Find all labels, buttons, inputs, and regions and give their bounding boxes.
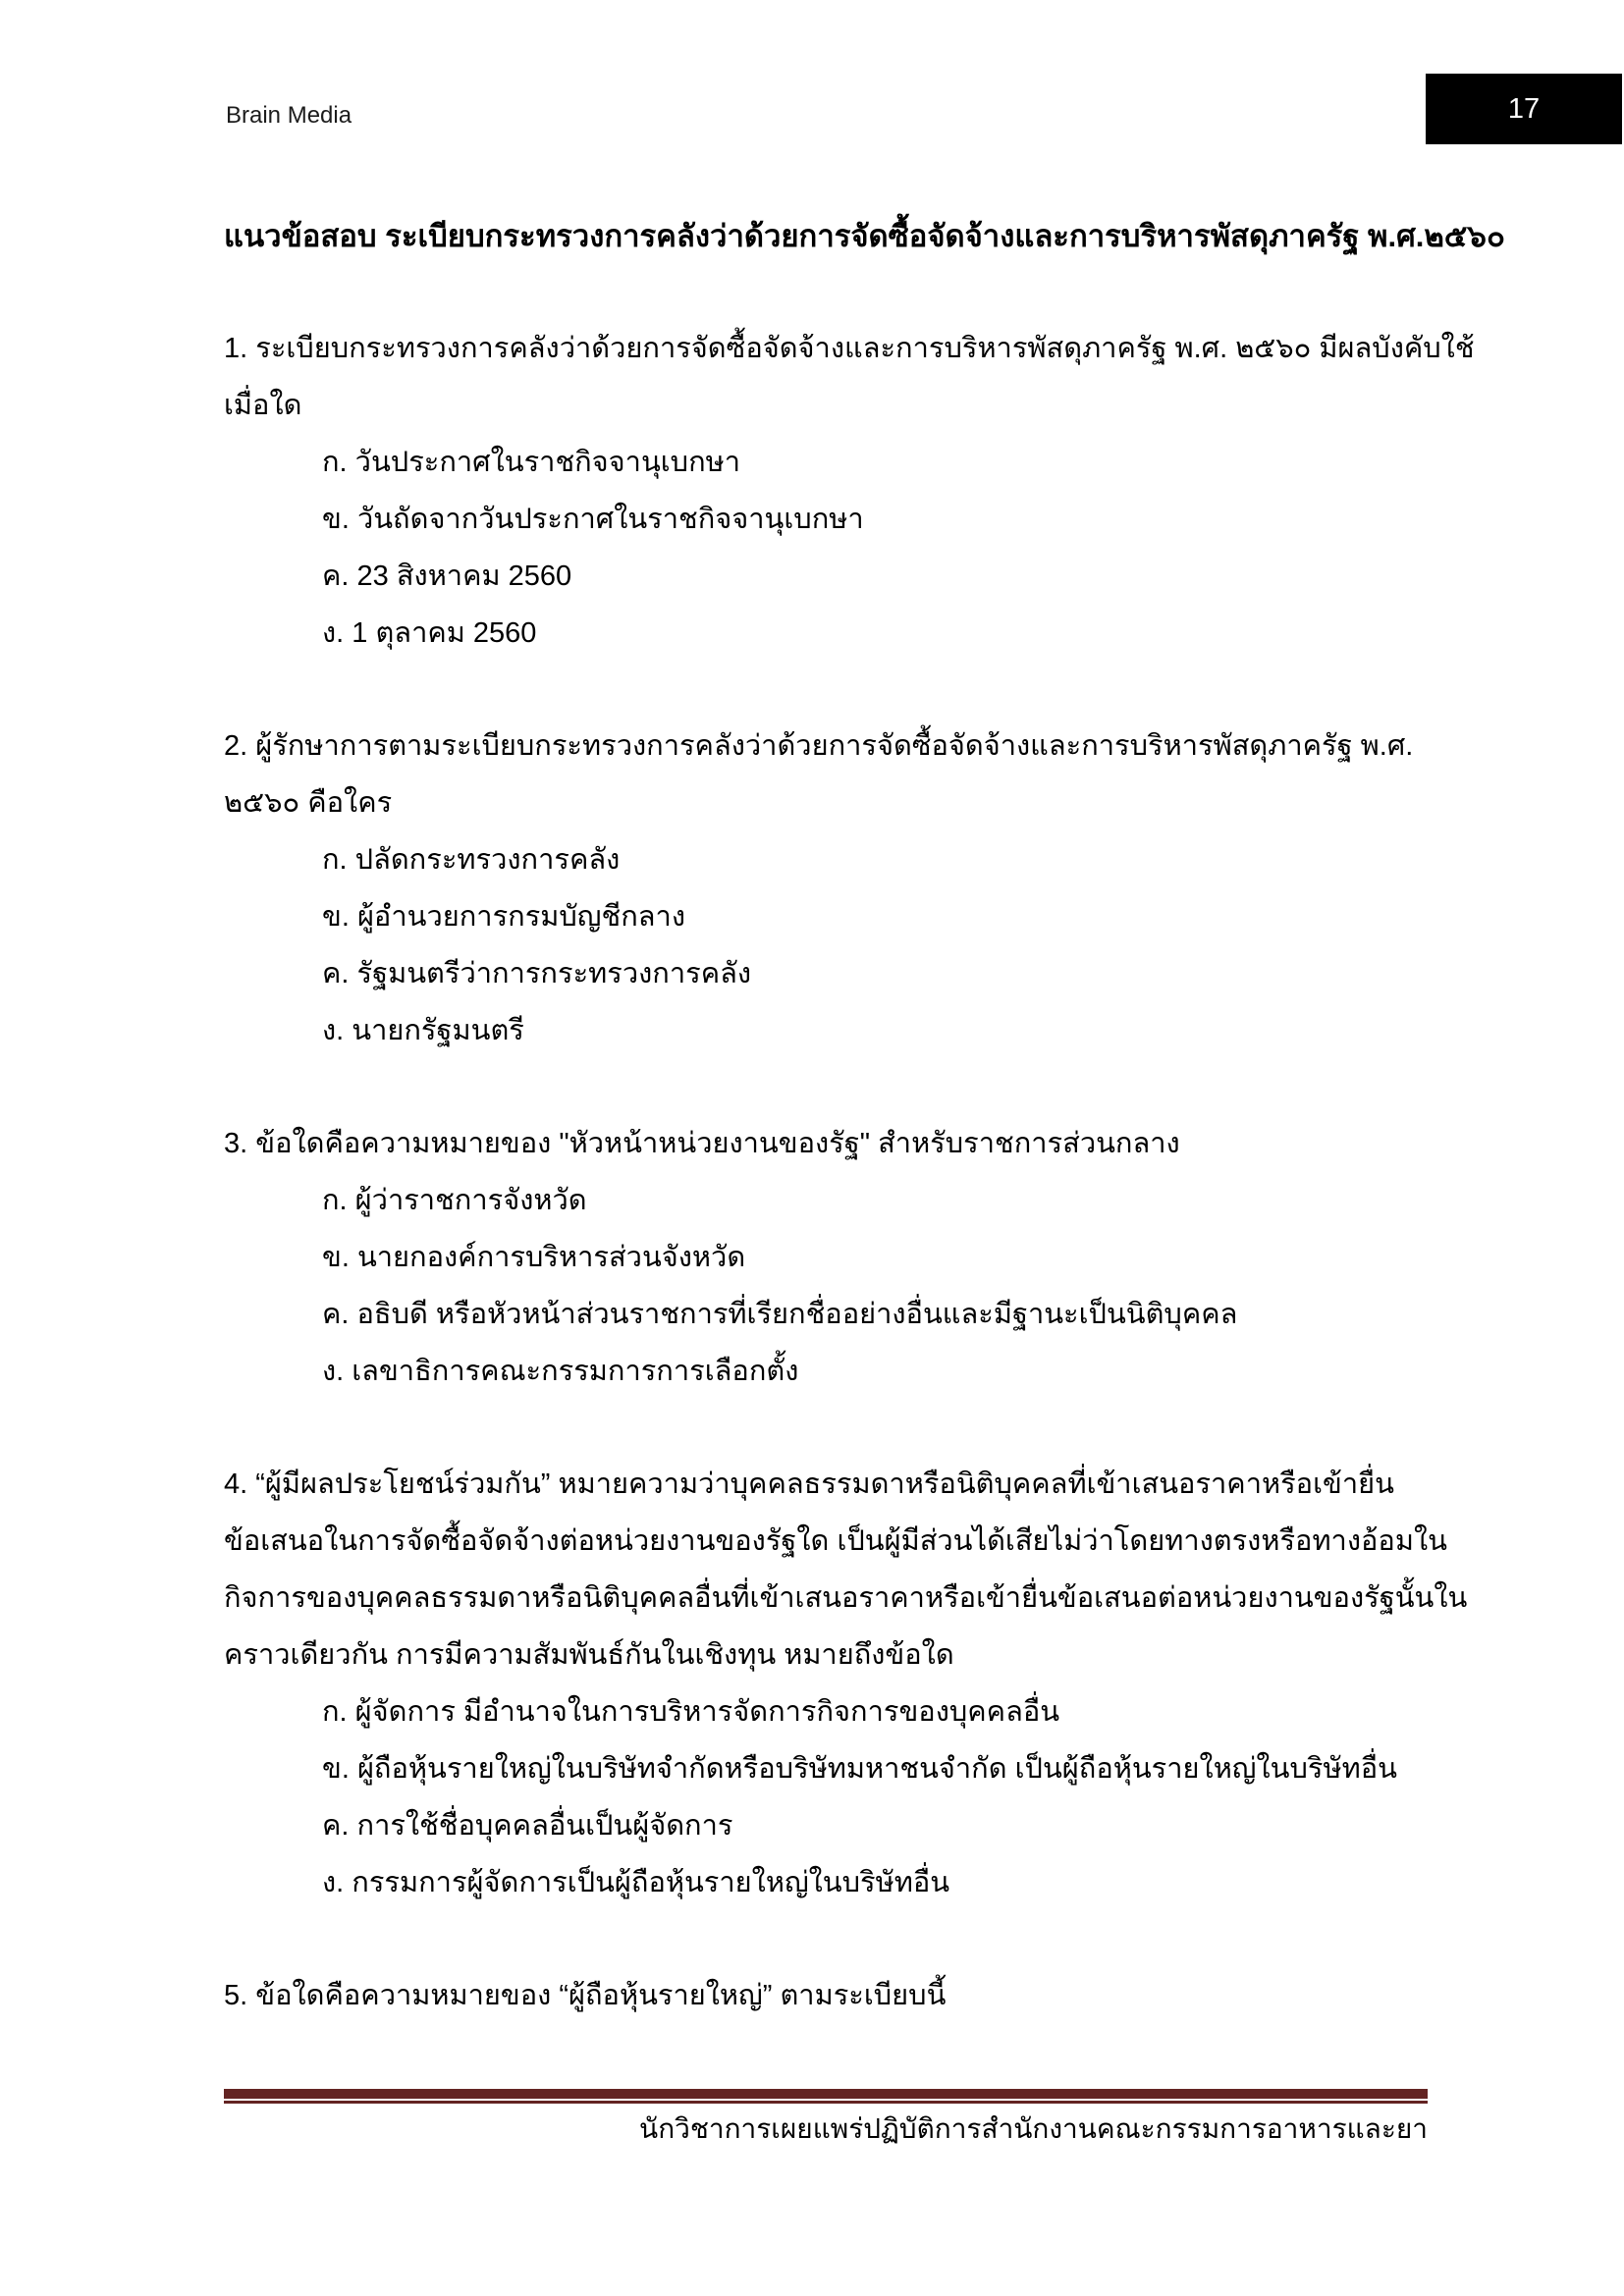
footer-rule-thin	[224, 2101, 1428, 2104]
question-2	[224, 718, 1516, 1059]
option-item: ง. นายกรัฐมนตรี	[322, 1015, 524, 1046]
question-text-line: กิจการของบุคคลธรรมดาหรือนิติบุคคลอื่นที่เข้าเสนอราคาหรือเข้ายื่นข้อเสนอต่อหน่วยงานของรัฐนั้นใน	[224, 1582, 1468, 1614]
option-item: ง. เลขาธิการคณะกรรมการการเลือกตั้ง	[322, 1356, 799, 1387]
option-item: ข. ผู้อำนวยการกรมบัญชีกลาง	[322, 901, 685, 933]
page-number: 17	[1507, 92, 1541, 125]
question-text-line: 3. ข้อใดคือความหมายของ "หัวหน้าหน่วยงานของรัฐ" สำหรับราชการส่วนกลาง	[224, 1128, 1180, 1159]
option-item: ข. นายกองค์การบริหารส่วนจังหวัด	[322, 1242, 746, 1273]
option-item: ค. อธิบดี หรือหัวหน้าส่วนราชการที่เรียกชื่ออย่างอื่นและมีฐานะเป็นนิติบุคคล	[322, 1299, 1238, 1330]
question-5	[224, 1967, 1516, 2024]
question-text-line: 2. ผู้รักษาการตามระเบียบกระทรวงการคลังว่าด้วยการจัดซื้อจัดจ้างและการบริหารพัสดุภาครัฐ พ.ศ.	[224, 730, 1414, 762]
question-text-line: 5. ข้อใดคือความหมายของ “ผู้ถือหุ้นรายใหญ่” ตามระเบียบนี้	[224, 1980, 947, 2011]
option-item: ก. ผู้ว่าราชการจังหวัด	[322, 1185, 587, 1216]
question-3	[224, 1115, 1516, 1400]
option-item: ง. 1 ตุลาคม 2560	[322, 617, 537, 649]
question-text-line: ๒๕๖๐ คือใคร	[224, 787, 393, 819]
option-item: ค. รัฐมนตรีว่าการกระทรวงการคลัง	[322, 958, 752, 989]
document-title: แนวข้อสอบ ระเบียบกระทรวงการคลังว่าด้วยการจัดซื้อจัดจ้างและการบริหารพัสดุภาครัฐ พ.ศ.๒๕๖๐	[224, 219, 1505, 253]
question-4-options	[322, 1683, 1516, 1911]
question-3-options	[322, 1172, 1516, 1400]
footer-text: นักวิชาการเผยแพร่ปฏิบัติการสำนักงานคณะกรรมการอาหารและยา	[639, 2113, 1428, 2144]
page-footer	[224, 2089, 1428, 2147]
document-content	[224, 214, 1516, 2080]
question-2-options	[322, 831, 1516, 1059]
option-item: ค. การใช้ชื่อบุคคลอื่นเป็นผู้จัดการ	[322, 1810, 733, 1842]
question-4	[224, 1456, 1516, 1911]
question-1-options	[322, 434, 1516, 662]
option-item: ก. วันประกาศในราชกิจจานุเบกษา	[322, 447, 741, 478]
question-text-line: ข้อเสนอในการจัดซื้อจัดจ้างต่อหน่วยงานของรัฐใด เป็นผู้มีส่วนได้เสียไม่ว่าโดยทางตรงหรือทางอ้อมใน	[224, 1525, 1447, 1557]
option-item: ข. ผู้ถือหุ้นรายใหญ่ในบริษัทจำกัดหรือบริษัทมหาชนจำกัด เป็นผู้ถือหุ้นรายใหญ่ในบริษัทอื่น	[322, 1753, 1397, 1785]
option-item: ค. 23 สิงหาคม 2560	[322, 561, 572, 592]
question-text-line: 1. ระเบียบกระทรวงการคลังว่าด้วยการจัดซื้อจัดจ้างและการบริหารพัสดุภาครัฐ พ.ศ. ๒๕๖๐ มีผลบังคับใช้	[224, 333, 1475, 364]
header-brand: Brain Media	[226, 102, 352, 129]
question-text-line: คราวเดียวกัน การมีความสัมพันธ์กันในเชิงทุน หมายถึงข้อใด	[224, 1639, 954, 1671]
page-number-badge	[1426, 74, 1622, 144]
option-item: ก. ผู้จัดการ มีอำนาจในการบริหารจัดการกิจการของบุคคลอื่น	[322, 1696, 1060, 1728]
option-item: ก. ปลัดกระทรวงการคลัง	[322, 844, 621, 876]
option-item: ข. วันถัดจากวันประกาศในราชกิจจานุเบกษา	[322, 504, 864, 535]
question-1	[224, 320, 1516, 662]
question-text-line: 4. “ผู้มีผลประโยชน์ร่วมกัน” หมายความว่าบุคคลธรรมดาหรือนิติบุคคลที่เข้าเสนอราคาหรือเข้ายื่น	[224, 1468, 1394, 1500]
footer-rule-thick	[224, 2089, 1428, 2099]
option-item: ง. กรรมการผู้จัดการเป็นผู้ถือหุ้นรายใหญ่ในบริษัทอื่น	[322, 1867, 950, 1898]
question-text-line: เมื่อใด	[224, 390, 302, 421]
